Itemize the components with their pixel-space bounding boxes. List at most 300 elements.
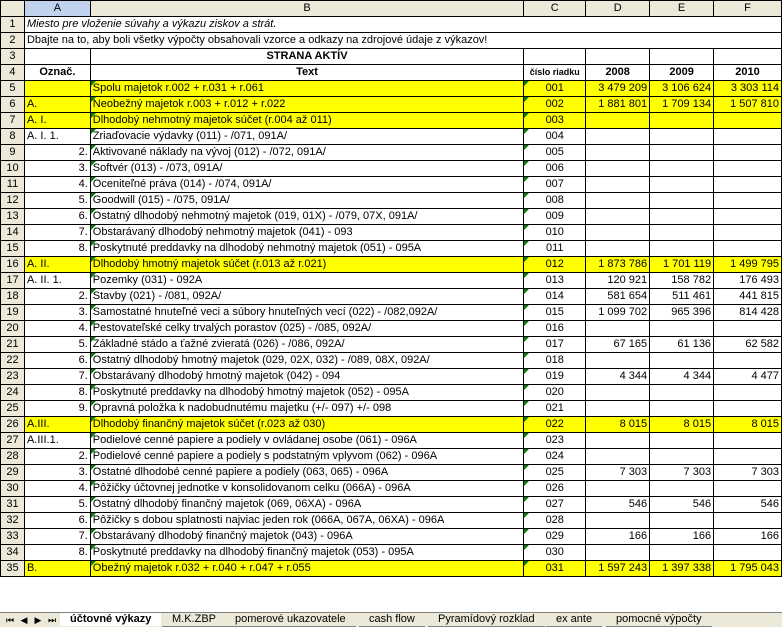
value-2010-cell[interactable]: 62 582 xyxy=(714,337,782,353)
comment-indicator-icon xyxy=(91,561,96,566)
section-title-cell[interactable]: STRANA AKTÍV xyxy=(90,49,523,65)
value-2008-cell[interactable]: 120 921 xyxy=(586,273,650,289)
last-sheet-icon[interactable]: ⏭ xyxy=(47,615,57,625)
comment-indicator-icon xyxy=(524,273,529,278)
row-number-cell[interactable]: 021 xyxy=(524,401,586,417)
text-cell[interactable]: Poskytnuté preddavky na dlhodobý nehmotný majetok (051) - 095A xyxy=(90,241,523,257)
value-2008-cell[interactable] xyxy=(586,449,650,465)
empty-cell[interactable] xyxy=(650,49,714,65)
value-2009-cell[interactable]: 1 701 119 xyxy=(650,257,714,273)
text-cell[interactable]: Neobežný majetok r.003 + r.012 + r.022 xyxy=(90,97,523,113)
text-cell[interactable]: Samostatné hnuteľné veci a súbory hnuteľných vecí (022) - /082,092A/ xyxy=(90,305,523,321)
note-cell[interactable]: Miesto pre vloženie súvahy a výkazu ziskov a strát. xyxy=(24,17,781,33)
row-number-cell[interactable]: 015 xyxy=(524,305,586,321)
row-number-cell[interactable]: 023 xyxy=(524,433,586,449)
value-2008-cell[interactable]: 1 099 702 xyxy=(586,305,650,321)
row-number-cell[interactable]: 029 xyxy=(524,529,586,545)
tab-ex-ante[interactable]: ex ante xyxy=(546,613,602,627)
text-cell[interactable]: Goodwill (015) - /075, 091A/ xyxy=(90,193,523,209)
comment-indicator-icon xyxy=(524,337,529,342)
row-header[interactable]: 3 xyxy=(1,49,25,65)
text-cell[interactable]: Softvér (013) - /073, 091A/ xyxy=(90,161,523,177)
value-2008-cell[interactable] xyxy=(586,161,650,177)
designation-cell[interactable]: 5. xyxy=(24,193,90,209)
text-cell[interactable]: Podielové cenné papiere a podiely v ovládanej osobe (061) - 096A xyxy=(90,433,523,449)
text-cell[interactable]: Pôžičky s dobou splatnosti najviac jeden rok (066A, 067A, 06XA) - 096A xyxy=(90,513,523,529)
value-2009-cell[interactable] xyxy=(650,209,714,225)
row-header[interactable]: 20 xyxy=(1,321,25,337)
comment-indicator-icon xyxy=(91,321,96,326)
designation-cell[interactable]: A.III.1. xyxy=(24,433,90,449)
value-2010-cell[interactable]: 7 303 xyxy=(714,465,782,481)
comment-indicator-icon xyxy=(524,545,529,550)
value-2009-cell[interactable]: 7 303 xyxy=(650,465,714,481)
value-2009-cell[interactable]: 1 709 134 xyxy=(650,97,714,113)
value-2009-cell[interactable]: 4 344 xyxy=(650,369,714,385)
value-2009-cell[interactable]: 8 015 xyxy=(650,417,714,433)
value-2010-cell[interactable]: 8 015 xyxy=(714,417,782,433)
row-number-cell[interactable]: 031 xyxy=(524,561,586,577)
header-year-2010[interactable]: 2010 xyxy=(714,65,782,81)
value-2010-cell[interactable]: 166 xyxy=(714,529,782,545)
designation-cell[interactable]: 4. xyxy=(24,481,90,497)
text-cell[interactable]: Ostatný dlhodobý hmotný majetok (029, 02X, 032) - /089, 08X, 092A/ xyxy=(90,353,523,369)
value-2008-cell[interactable]: 8 015 xyxy=(586,417,650,433)
table-row xyxy=(1,289,782,305)
row-number-cell[interactable]: 020 xyxy=(524,385,586,401)
value-2010-cell[interactable] xyxy=(714,385,782,401)
value-2010-cell[interactable] xyxy=(714,113,782,129)
value-2009-cell[interactable] xyxy=(650,177,714,193)
designation-cell[interactable]: 5. xyxy=(24,497,90,513)
row-header[interactable]: 24 xyxy=(1,385,25,401)
row-header[interactable]: 15 xyxy=(1,241,25,257)
comment-indicator-icon xyxy=(91,177,96,182)
comment-indicator-icon xyxy=(91,81,96,86)
comment-indicator-icon xyxy=(91,433,96,438)
row-number-cell[interactable]: 022 xyxy=(524,417,586,433)
value-2008-cell[interactable] xyxy=(586,353,650,369)
row-number-cell[interactable]: 006 xyxy=(524,161,586,177)
row-header[interactable]: 9 xyxy=(1,145,25,161)
tab-mkzbp[interactable]: M.K.ZBP xyxy=(162,613,226,627)
next-sheet-icon[interactable]: ▶ xyxy=(34,615,42,625)
text-cell[interactable]: Základné stádo a ťažné zvieratá (026) - /086, 092A/ xyxy=(90,337,523,353)
comment-indicator-icon xyxy=(91,385,96,390)
text-cell[interactable]: Obstarávaný dlhodobý nehmotný majetok (041) - 093 xyxy=(90,225,523,241)
designation-cell[interactable]: 5. xyxy=(24,337,90,353)
row-header[interactable]: 5 xyxy=(1,81,25,97)
row-number-cell[interactable]: 003 xyxy=(524,113,586,129)
comment-indicator-icon xyxy=(524,369,529,374)
value-2009-cell[interactable]: 3 106 624 xyxy=(650,81,714,97)
row-header[interactable]: 28 xyxy=(1,449,25,465)
table-row xyxy=(1,417,782,433)
text-cell[interactable]: Obstarávaný dlhodobý finančný majetok (043) - 096A xyxy=(90,529,523,545)
value-2008-cell[interactable] xyxy=(586,545,650,561)
row-header[interactable]: 16 xyxy=(1,257,25,273)
row-header[interactable]: 31 xyxy=(1,497,25,513)
comment-indicator-icon xyxy=(524,161,529,166)
designation-cell[interactable]: 8. xyxy=(24,241,90,257)
designation-cell[interactable]: 2. xyxy=(24,145,90,161)
row-header[interactable]: 35 xyxy=(1,561,25,577)
header-text-cell[interactable]: Text xyxy=(90,65,523,81)
designation-cell[interactable]: B. xyxy=(24,561,90,577)
table-row xyxy=(1,401,782,417)
value-2009-cell[interactable] xyxy=(650,353,714,369)
text-cell[interactable]: Aktivované náklady na vývoj (012) - /072, 091A/ xyxy=(90,145,523,161)
value-2010-cell[interactable]: 1 795 043 xyxy=(714,561,782,577)
comment-indicator-icon xyxy=(524,225,529,230)
row-header[interactable]: 8 xyxy=(1,129,25,145)
value-2009-cell[interactable] xyxy=(650,385,714,401)
row-number-cell[interactable]: 027 xyxy=(524,497,586,513)
table-row xyxy=(1,353,782,369)
value-2010-cell[interactable] xyxy=(714,449,782,465)
row-header[interactable]: 11 xyxy=(1,177,25,193)
row-header[interactable]: 7 xyxy=(1,113,25,129)
value-2010-cell[interactable] xyxy=(714,177,782,193)
value-2008-cell[interactable]: 1 873 786 xyxy=(586,257,650,273)
value-2008-cell[interactable] xyxy=(586,129,650,145)
value-2010-cell[interactable] xyxy=(714,481,782,497)
value-2010-cell[interactable] xyxy=(714,321,782,337)
text-cell[interactable]: Opravná položka k nadobudnutému majetku (+/- 097) +/- 098 xyxy=(90,401,523,417)
comment-indicator-icon xyxy=(524,385,529,390)
value-2008-cell[interactable] xyxy=(586,225,650,241)
row-number-cell[interactable]: 030 xyxy=(524,545,586,561)
designation-cell[interactable]: 7. xyxy=(24,369,90,385)
value-2009-cell[interactable] xyxy=(650,513,714,529)
text-cell[interactable]: Pozemky (031) - 092A xyxy=(90,273,523,289)
designation-cell[interactable]: 4. xyxy=(24,177,90,193)
tab-pomocne-vypocty[interactable]: pomocné výpočty xyxy=(606,613,712,627)
value-2010-cell[interactable]: 1 507 810 xyxy=(714,97,782,113)
tab-uctovne-vykazy[interactable]: účtovné výkazy xyxy=(60,613,161,626)
table-row xyxy=(1,465,782,481)
comment-indicator-icon xyxy=(524,289,529,294)
value-2008-cell[interactable] xyxy=(586,241,650,257)
value-2009-cell[interactable] xyxy=(650,129,714,145)
row-header[interactable]: 18 xyxy=(1,289,25,305)
row-number-cell[interactable]: 002 xyxy=(524,97,586,113)
row-header[interactable]: 4 xyxy=(1,65,25,81)
value-2008-cell[interactable]: 1 881 801 xyxy=(586,97,650,113)
value-2009-cell[interactable] xyxy=(650,449,714,465)
value-2008-cell[interactable] xyxy=(586,177,650,193)
comment-indicator-icon xyxy=(524,241,529,246)
comment-indicator-icon xyxy=(91,305,96,310)
value-2008-cell[interactable] xyxy=(586,193,650,209)
value-2009-cell[interactable] xyxy=(650,321,714,337)
value-2008-cell[interactable] xyxy=(586,513,650,529)
value-2008-cell[interactable] xyxy=(586,433,650,449)
text-cell[interactable]: Poskytnuté preddavky na dlhodobý hmotný majetok (052) - 095A xyxy=(90,385,523,401)
value-2010-cell[interactable] xyxy=(714,193,782,209)
designation-cell[interactable]: 7. xyxy=(24,529,90,545)
row-number-cell[interactable]: 016 xyxy=(524,321,586,337)
row-number-cell[interactable]: 005 xyxy=(524,145,586,161)
comment-indicator-icon xyxy=(91,417,96,422)
comment-indicator-icon xyxy=(524,81,529,86)
value-2009-cell[interactable] xyxy=(650,481,714,497)
text-cell[interactable]: Obstarávaný dlhodobý hmotný majetok (042) - 094 xyxy=(90,369,523,385)
designation-cell[interactable]: A. I. 1. xyxy=(24,129,90,145)
value-2010-cell[interactable] xyxy=(714,145,782,161)
value-2010-cell[interactable] xyxy=(714,225,782,241)
designation-cell[interactable] xyxy=(24,81,90,97)
table-row xyxy=(1,273,782,289)
row-header[interactable]: 26 xyxy=(1,417,25,433)
value-2009-cell[interactable] xyxy=(650,225,714,241)
note-cell[interactable]: Dbajte na to, aby boli všetky výpočty obsahovali vzorce a odkazy na zdrojové údaje z výkazov! xyxy=(24,33,781,49)
row-header[interactable]: 19 xyxy=(1,305,25,321)
table-row xyxy=(1,17,782,33)
empty-cell[interactable] xyxy=(24,49,90,65)
row-number-cell[interactable]: 011 xyxy=(524,241,586,257)
designation-cell[interactable]: 7. xyxy=(24,225,90,241)
row-number-cell[interactable]: 007 xyxy=(524,177,586,193)
designation-cell[interactable]: A. xyxy=(24,97,90,113)
value-2009-cell[interactable] xyxy=(650,193,714,209)
designation-cell[interactable]: 9. xyxy=(24,401,90,417)
value-2008-cell[interactable] xyxy=(586,145,650,161)
row-header[interactable]: 6 xyxy=(1,97,25,113)
value-2008-cell[interactable]: 3 479 209 xyxy=(586,81,650,97)
value-2010-cell[interactable] xyxy=(714,433,782,449)
designation-cell[interactable]: A. I. xyxy=(24,113,90,129)
comment-indicator-icon xyxy=(91,161,96,166)
text-cell[interactable]: Dlhodobý finančný majetok súčet (r.023 až 030) xyxy=(90,417,523,433)
designation-cell[interactable]: 3. xyxy=(24,161,90,177)
value-2008-cell[interactable] xyxy=(586,113,650,129)
designation-cell[interactable]: 6. xyxy=(24,209,90,225)
comment-indicator-icon xyxy=(91,545,96,550)
text-cell[interactable]: Oceniteľné práva (014) - /074, 091A/ xyxy=(90,177,523,193)
first-sheet-icon[interactable]: ⏮ xyxy=(5,615,15,625)
value-2010-cell[interactable] xyxy=(714,545,782,561)
row-header[interactable]: 22 xyxy=(1,353,25,369)
value-2008-cell[interactable]: 4 344 xyxy=(586,369,650,385)
row-header[interactable]: 12 xyxy=(1,193,25,209)
value-2009-cell[interactable]: 166 xyxy=(650,529,714,545)
row-header[interactable]: 27 xyxy=(1,433,25,449)
value-2009-cell[interactable] xyxy=(650,241,714,257)
value-2008-cell[interactable]: 546 xyxy=(586,497,650,513)
table-row xyxy=(1,225,782,241)
designation-cell[interactable]: 2. xyxy=(24,449,90,465)
column-header-d[interactable]: D xyxy=(586,1,650,17)
header-oznac-cell[interactable]: Označ. xyxy=(24,65,90,81)
table-row xyxy=(1,545,782,561)
text-cell[interactable]: Podielové cenné papiere a podiely s podstatným vplyvom (062) - 096A xyxy=(90,449,523,465)
row-header[interactable]: 17 xyxy=(1,273,25,289)
comment-indicator-icon xyxy=(524,353,529,358)
value-2010-cell[interactable]: 441 815 xyxy=(714,289,782,305)
row-header[interactable]: 13 xyxy=(1,209,25,225)
value-2010-cell[interactable]: 176 493 xyxy=(714,273,782,289)
row-number-cell[interactable]: 012 xyxy=(524,257,586,273)
row-number-cell[interactable]: 017 xyxy=(524,337,586,353)
value-2009-cell[interactable] xyxy=(650,161,714,177)
table-row xyxy=(1,561,782,577)
value-2010-cell[interactable] xyxy=(714,241,782,257)
text-cell[interactable]: Poskytnuté preddavky na dlhodobý finančný majetok (053) - 095A xyxy=(90,545,523,561)
row-number-cell[interactable]: 010 xyxy=(524,225,586,241)
empty-cell[interactable] xyxy=(586,49,650,65)
row-number-cell[interactable]: 001 xyxy=(524,81,586,97)
value-2008-cell[interactable]: 581 654 xyxy=(586,289,650,305)
comment-indicator-icon xyxy=(91,97,96,102)
designation-cell[interactable]: 8. xyxy=(24,545,90,561)
column-header-e[interactable]: E xyxy=(650,1,714,17)
select-all-corner[interactable] xyxy=(1,1,25,17)
designation-cell[interactable]: A.III. xyxy=(24,417,90,433)
value-2009-cell[interactable] xyxy=(650,401,714,417)
row-number-cell[interactable]: 028 xyxy=(524,513,586,529)
value-2008-cell[interactable] xyxy=(586,481,650,497)
value-2009-cell[interactable]: 1 397 338 xyxy=(650,561,714,577)
value-2008-cell[interactable] xyxy=(586,385,650,401)
text-cell[interactable]: Spolu majetok r.002 + r.031 + r.061 xyxy=(90,81,523,97)
tab-cash-flow[interactable]: cash flow xyxy=(359,613,425,627)
value-2010-cell[interactable] xyxy=(714,161,782,177)
value-2010-cell[interactable] xyxy=(714,129,782,145)
value-2009-cell[interactable]: 965 396 xyxy=(650,305,714,321)
value-2010-cell[interactable] xyxy=(714,353,782,369)
row-header[interactable]: 32 xyxy=(1,513,25,529)
value-2009-cell[interactable] xyxy=(650,433,714,449)
comment-indicator-icon xyxy=(91,273,96,278)
comment-indicator-icon xyxy=(524,177,529,182)
value-2009-cell[interactable]: 546 xyxy=(650,497,714,513)
designation-cell[interactable]: 3. xyxy=(24,305,90,321)
text-cell[interactable]: Stavby (021) - /081, 092A/ xyxy=(90,289,523,305)
row-header[interactable]: 21 xyxy=(1,337,25,353)
value-2008-cell[interactable]: 166 xyxy=(586,529,650,545)
row-number-cell[interactable]: 019 xyxy=(524,369,586,385)
column-header-c[interactable]: C xyxy=(524,1,586,17)
value-2010-cell[interactable] xyxy=(714,513,782,529)
value-2009-cell[interactable] xyxy=(650,545,714,561)
designation-cell[interactable]: A. II. xyxy=(24,257,90,273)
table-row xyxy=(1,385,782,401)
row-header[interactable]: 23 xyxy=(1,369,25,385)
text-cell[interactable]: Pôžičky účtovnej jednotke v konsolidovanom celku (066A) - 096A xyxy=(90,481,523,497)
row-number-cell[interactable]: 009 xyxy=(524,209,586,225)
empty-cell[interactable] xyxy=(524,49,586,65)
row-number-cell[interactable]: 013 xyxy=(524,273,586,289)
row-number-cell[interactable]: 014 xyxy=(524,289,586,305)
empty-cell[interactable] xyxy=(714,49,782,65)
row-header[interactable]: 34 xyxy=(1,545,25,561)
table-row xyxy=(1,177,782,193)
text-cell[interactable]: Ostatný dlhodobý finančný majetok (069, 06XA) - 096A xyxy=(90,497,523,513)
table-row xyxy=(1,129,782,145)
designation-cell[interactable]: 8. xyxy=(24,385,90,401)
value-2010-cell[interactable]: 814 428 xyxy=(714,305,782,321)
header-row-number-cell[interactable]: číslo riadku xyxy=(524,65,586,81)
value-2008-cell[interactable]: 7 303 xyxy=(586,465,650,481)
row-number-cell[interactable]: 004 xyxy=(524,129,586,145)
comment-indicator-icon xyxy=(524,129,529,134)
prev-sheet-icon[interactable]: ◀ xyxy=(20,615,28,625)
value-2010-cell[interactable]: 3 303 114 xyxy=(714,81,782,97)
value-2010-cell[interactable] xyxy=(714,209,782,225)
value-2010-cell[interactable]: 546 xyxy=(714,497,782,513)
designation-cell[interactable]: 6. xyxy=(24,353,90,369)
column-header-b[interactable]: B xyxy=(90,1,523,17)
value-2010-cell[interactable]: 1 499 795 xyxy=(714,257,782,273)
row-header[interactable]: 10 xyxy=(1,161,25,177)
row-header[interactable]: 2 xyxy=(1,33,25,49)
column-header-a[interactable]: A xyxy=(24,1,90,17)
text-cell[interactable]: Dlhodobý hmotný majetok súčet (r.013 až r.021) xyxy=(90,257,523,273)
value-2009-cell[interactable]: 61 136 xyxy=(650,337,714,353)
value-2008-cell[interactable] xyxy=(586,209,650,225)
designation-cell[interactable]: 6. xyxy=(24,513,90,529)
row-number-cell[interactable]: 025 xyxy=(524,465,586,481)
text-cell[interactable]: Ostatný dlhodobý nehmotný majetok (019, 01X) - /079, 07X, 091A/ xyxy=(90,209,523,225)
designation-cell[interactable]: 3. xyxy=(24,465,90,481)
comment-indicator-icon xyxy=(524,449,529,454)
row-header[interactable]: 33 xyxy=(1,529,25,545)
text-cell[interactable]: Dlhodobý nehmotný majetok súčet (r.004 až 011) xyxy=(90,113,523,129)
row-header[interactable]: 14 xyxy=(1,225,25,241)
row-number-cell[interactable]: 026 xyxy=(524,481,586,497)
text-cell[interactable]: Zriaďovacie výdavky (011) - /071, 091A/ xyxy=(90,129,523,145)
value-2009-cell[interactable] xyxy=(650,113,714,129)
value-2008-cell[interactable] xyxy=(586,321,650,337)
table-row xyxy=(1,497,782,513)
column-header-f[interactable]: F xyxy=(714,1,782,17)
header-year-2009[interactable]: 2009 xyxy=(650,65,714,81)
comment-indicator-icon xyxy=(524,97,529,102)
row-header[interactable]: 30 xyxy=(1,481,25,497)
value-2009-cell[interactable]: 158 782 xyxy=(650,273,714,289)
text-cell[interactable]: Pestovateľské celky trvalých porastov (025) - /085, 092A/ xyxy=(90,321,523,337)
comment-indicator-icon xyxy=(524,417,529,422)
row-number-cell[interactable]: 024 xyxy=(524,449,586,465)
table-row xyxy=(1,193,782,209)
header-year-2008[interactable]: 2008 xyxy=(586,65,650,81)
tab-pomerove-ukazovatele[interactable]: pomerové ukazovatele xyxy=(225,613,356,627)
designation-cell[interactable]: 2. xyxy=(24,289,90,305)
table-row xyxy=(1,209,782,225)
row-number-cell[interactable]: 008 xyxy=(524,193,586,209)
value-2009-cell[interactable]: 511 461 xyxy=(650,289,714,305)
comment-indicator-icon xyxy=(91,257,96,262)
text-cell[interactable]: Ostatné dlhodobé cenné papiere a podiely (063, 065) - 096A xyxy=(90,465,523,481)
value-2010-cell[interactable] xyxy=(714,401,782,417)
row-header[interactable]: 1 xyxy=(1,17,25,33)
designation-cell[interactable]: 4. xyxy=(24,321,90,337)
value-2008-cell[interactable]: 67 165 xyxy=(586,337,650,353)
value-2008-cell[interactable]: 1 597 243 xyxy=(586,561,650,577)
row-header[interactable]: 25 xyxy=(1,401,25,417)
value-2010-cell[interactable]: 4 477 xyxy=(714,369,782,385)
value-2009-cell[interactable] xyxy=(650,145,714,161)
row-header[interactable]: 29 xyxy=(1,465,25,481)
text-cell[interactable]: Obežný majetok r.032 + r.040 + r.047 + r.055 xyxy=(90,561,523,577)
comment-indicator-icon xyxy=(91,353,96,358)
tab-pyramidovy-rozklad[interactable]: Pyramídový rozklad xyxy=(428,613,545,627)
designation-cell[interactable]: A. II. 1. xyxy=(24,273,90,289)
comment-indicator-icon xyxy=(91,529,96,534)
row-number-cell[interactable]: 018 xyxy=(524,353,586,369)
value-2008-cell[interactable] xyxy=(586,401,650,417)
